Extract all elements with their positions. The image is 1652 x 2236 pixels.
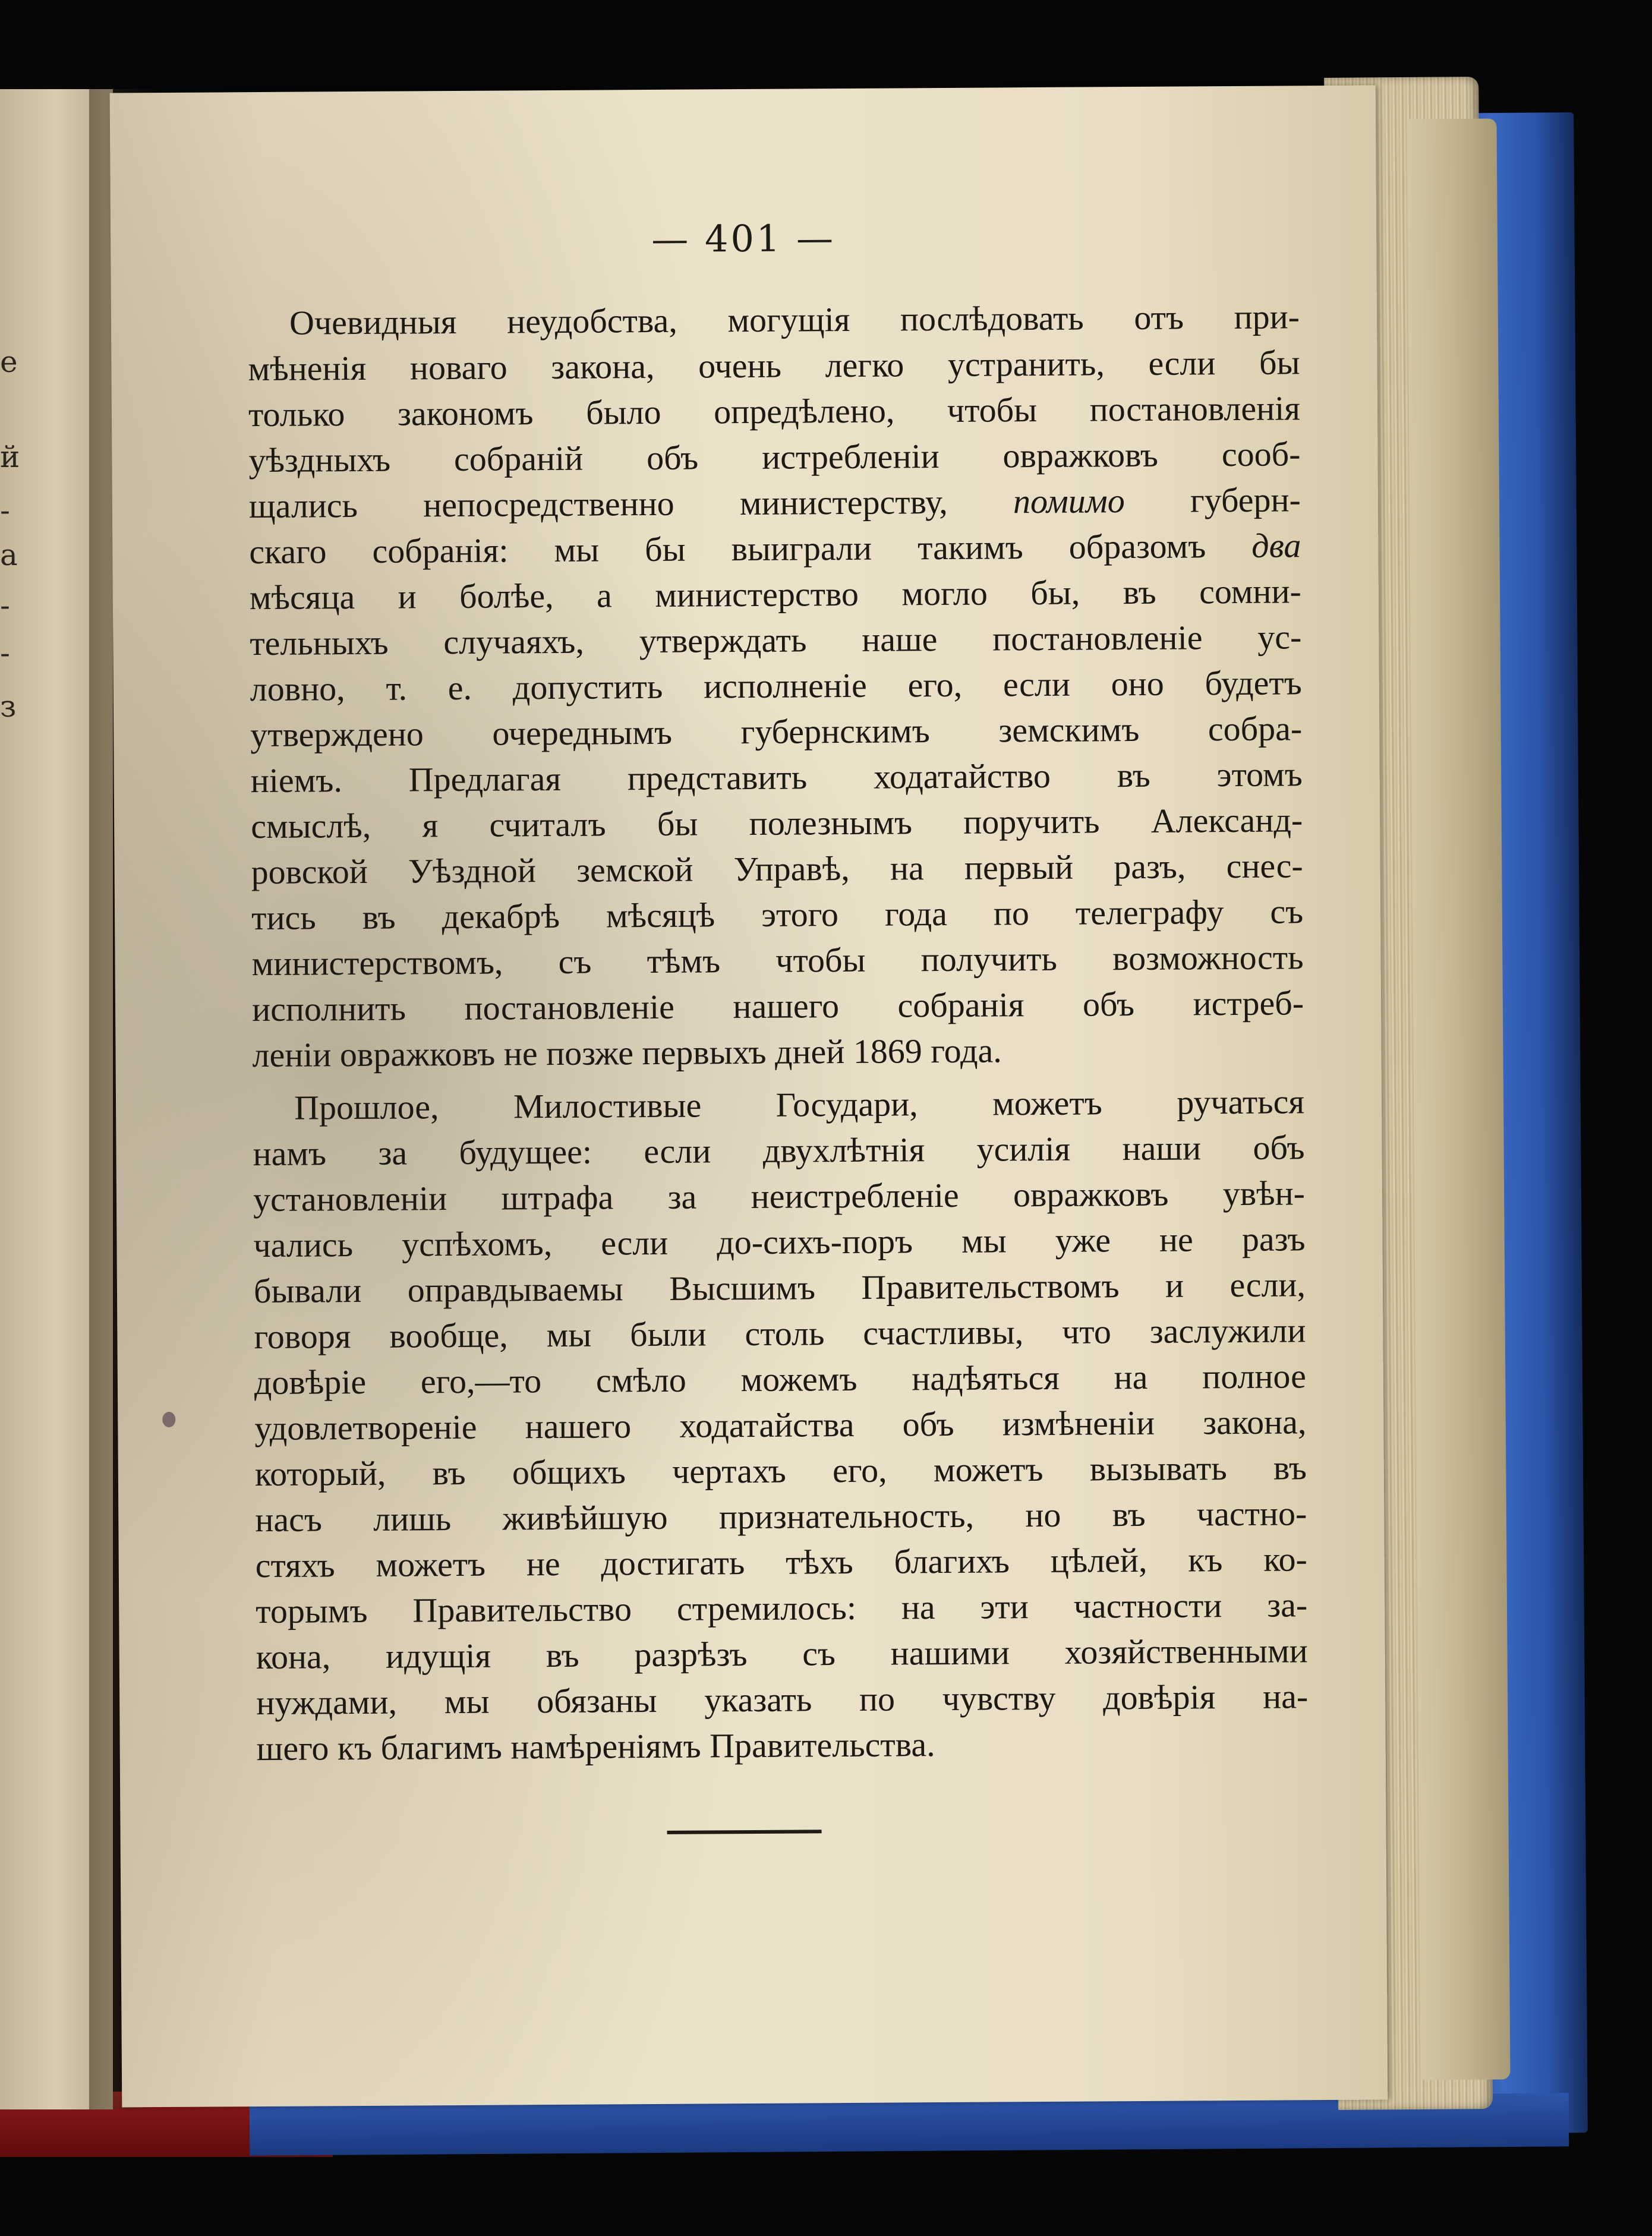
text-line [254, 1307, 1306, 1360]
italic-emphasis: два [1251, 526, 1301, 565]
text-line [256, 1673, 1308, 1726]
text-line [251, 888, 1303, 941]
text-run: бывали оправдываемы Высшимъ Правительствомъ и если, [253, 1265, 1306, 1311]
text-line [248, 294, 1300, 346]
text-line [253, 1216, 1305, 1268]
text-line [250, 660, 1302, 712]
text-run: Очевидныя неудобства, могущія послѣдовать отъ при- [289, 297, 1300, 342]
text-run: тись въ декабрѣ мѣсяцѣ этого года по телеграфу съ [251, 892, 1304, 938]
text-run: мѣсяца и болѣе, а министерство могло бы, въ сомни- [249, 572, 1302, 617]
text-line [256, 1719, 1308, 1771]
text-line [249, 477, 1301, 529]
text-run: смыслѣ, я считалъ бы полезнымъ поручить Александ- [251, 800, 1303, 846]
text-run: скаго собранія: мы бы выиграли такимъ образомъ [249, 526, 1252, 572]
left-page-fragment: а [0, 538, 18, 572]
left-page-fragment: е [0, 345, 18, 379]
text-run: тельныхъ случаяхъ, утверждать наше постановленіе ус- [250, 617, 1302, 663]
text-line [248, 431, 1300, 483]
text-line [250, 568, 1301, 620]
text-run: кона, идущія въ разрѣзъ съ нашими хозяйственными [256, 1631, 1308, 1677]
text-line [251, 751, 1303, 803]
text-run: который, въ общихъ чертахъ его, можетъ вызывать въ [254, 1448, 1307, 1494]
text-run: удовлетвореніе нашего ходатайства объ измѣненіи закона, [254, 1402, 1307, 1448]
text-run: мѣненія новаго закона, очень легко устранить, если бы [248, 343, 1300, 389]
text-run: говоря вообще, мы были столь счастливы, что заслужили [254, 1311, 1306, 1357]
text-line [249, 522, 1301, 575]
text-line [254, 1353, 1306, 1405]
text-line [252, 1026, 1304, 1078]
left-page-fragment: й [0, 440, 20, 474]
text-run: утверждено очереднымъ губернскимъ земскимъ собра- [250, 709, 1303, 755]
text-line [251, 797, 1303, 849]
text-line [254, 1262, 1306, 1314]
text-run: намъ за будущее: если двухлѣтнія усилія наши объ [253, 1128, 1305, 1174]
text-run: установленіи штрафа за неистребленіе овражковъ увѣн- [253, 1174, 1306, 1219]
text-line [248, 339, 1300, 392]
end-rule-divider [667, 1830, 822, 1834]
text-run: Прошлое, Милостивые Государи, можетъ ручаться [294, 1082, 1305, 1127]
text-line [248, 385, 1300, 437]
text-run: довѣріе его,—то смѣло можемъ надѣяться на полное [254, 1357, 1307, 1402]
text-line [253, 1078, 1304, 1131]
text-run: щались непосредственно министерству, [248, 482, 1014, 526]
ink-stain [162, 1412, 175, 1427]
text-line [253, 1170, 1305, 1222]
text-line [250, 705, 1302, 758]
text-line [254, 1399, 1306, 1451]
text-line [256, 1582, 1307, 1634]
text-line [251, 934, 1303, 986]
book-page [110, 86, 1388, 2108]
text-line [256, 1628, 1308, 1680]
text-run: насъ лишь живѣйшую признательность, но въ частно- [255, 1494, 1307, 1540]
text-run: ловно, т. е. допустить исполненіе его, если оно будетъ [250, 663, 1302, 709]
text-run: ніемъ. Предлагая представить ходатайство въ этомъ [250, 755, 1303, 800]
text-run: исполнить постановленіе нашего собранія объ истреб- [251, 983, 1304, 1029]
text-line [253, 1124, 1304, 1177]
text-run: стяхъ можетъ не достигать тѣхъ благихъ цѣлей, къ ко- [255, 1540, 1307, 1585]
text-line [250, 614, 1301, 666]
text-run: торымъ Правительство стремилось: на эти частности за- [256, 1585, 1308, 1631]
text-run: только закономъ было опредѣлено, чтобы постановленія [248, 389, 1301, 434]
text-line [255, 1445, 1307, 1497]
text-line [252, 980, 1304, 1032]
page-number: — 401 — [651, 216, 836, 261]
text-run: чались успѣхомъ, если до-сихъ-поръ мы уже не разъ [253, 1219, 1306, 1265]
left-page-fragment: з [0, 689, 17, 724]
text-line [255, 1490, 1307, 1543]
left-page-fragment: - [0, 636, 10, 670]
page-edges-inner [1407, 119, 1510, 2080]
text-line [256, 1536, 1307, 1588]
text-run: леніи овражковъ не позже первыхъ дней 1869 года. [252, 1031, 1002, 1075]
text-run: шего къ благимъ намѣреніямъ Правительства. [256, 1725, 935, 1768]
page-body-text [248, 294, 1309, 1771]
italic-emphasis: помимо [1013, 481, 1125, 521]
text-run: уѣздныхъ собраній объ истребленіи овражковъ сооб- [248, 434, 1301, 480]
left-page-fragment: - [0, 588, 10, 623]
text-run: нуждами, мы обязаны указать по чувству довѣрія на- [256, 1677, 1309, 1723]
text-run: ровской Уѣздной земской Управѣ, на первый разъ, снес- [251, 846, 1303, 892]
text-run: губерн- [1124, 480, 1301, 521]
text-run: министерствомъ, съ тѣмъ чтобы получить возможность [251, 938, 1304, 983]
text-line [251, 843, 1303, 895]
left-page-fragment: - [0, 493, 10, 528]
